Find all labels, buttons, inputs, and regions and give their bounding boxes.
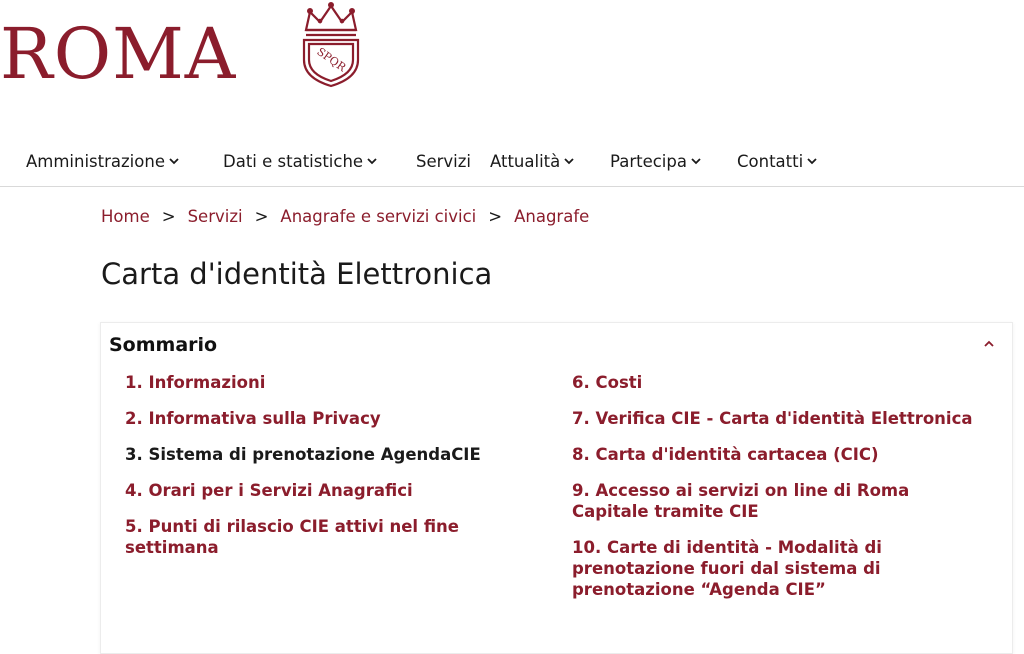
- spqr-crest-icon[interactable]: [298, 2, 364, 88]
- toc-item-costi[interactable]: 6. Costi: [572, 373, 643, 392]
- nav-item-label: Amministrazione: [26, 152, 165, 171]
- roma-logo[interactable]: ROMA: [0, 13, 237, 95]
- breadcrumb-home[interactable]: Home: [101, 207, 150, 226]
- breadcrumb-anagrafe-servizi-civici[interactable]: Anagrafe e servizi civici: [280, 207, 477, 226]
- chevron-down-icon: [806, 157, 818, 165]
- nav-item-dati-e-statistiche[interactable]: [223, 140, 378, 184]
- breadcrumb-separator: >: [254, 207, 269, 226]
- chevron-down-icon: [563, 157, 575, 165]
- breadcrumb-servizi[interactable]: Servizi: [187, 207, 243, 226]
- nav-item-label: Servizi: [416, 152, 472, 171]
- page-title: Carta d'identità Elettronica: [101, 257, 493, 291]
- nav-item-label: Dati e statistiche: [223, 152, 364, 171]
- chevron-down-icon: [168, 157, 180, 165]
- toc-item-punti-rilascio[interactable]: 5. Punti di rilascio CIE attivi nel fine settimana: [125, 517, 459, 557]
- crest-text: SPQR: [314, 45, 349, 75]
- breadcrumb-anagrafe[interactable]: Anagrafe: [514, 207, 590, 226]
- nav-item-label: Attualità: [490, 152, 561, 171]
- breadcrumb-separator: >: [488, 207, 503, 226]
- nav-item-label: Contatti: [737, 152, 804, 171]
- toc-item-informazioni[interactable]: 1. Informazioni: [125, 373, 266, 392]
- nav-item-amministrazione[interactable]: [26, 140, 180, 184]
- toc-item-carta-cartacea[interactable]: 8. Carta d'identità cartacea (CIC): [572, 445, 879, 464]
- summary-panel: [100, 322, 1013, 654]
- toc-item-modalita-prenotazione[interactable]: 10. Carte di identità - Modalità di prenotazione fuori dal sistema di prenotazione “Agenda CIE”: [572, 538, 882, 599]
- summary-title: Sommario: [109, 334, 218, 356]
- toc-item-accesso-servizi[interactable]: 9. Accesso ai servizi on line di Roma Capitale tramite CIE: [572, 481, 910, 521]
- nav-item-attualita[interactable]: [490, 140, 575, 184]
- main-nav: [0, 140, 1024, 187]
- nav-item-servizi[interactable]: [416, 140, 471, 184]
- breadcrumb: [101, 205, 589, 229]
- chevron-down-icon: [366, 157, 378, 165]
- chevron-down-icon: [690, 157, 702, 165]
- breadcrumb-separator: >: [161, 207, 176, 226]
- nav-item-partecipa[interactable]: [610, 140, 702, 184]
- nav-item-label: Partecipa: [610, 152, 687, 171]
- chevron-up-icon[interactable]: [982, 337, 996, 351]
- toc-item-privacy[interactable]: 2. Informativa sulla Privacy: [125, 409, 381, 428]
- toc-item-verifica-cie[interactable]: 7. Verifica CIE - Carta d'identità Elettronica: [572, 409, 973, 428]
- site-header: [0, 0, 1024, 140]
- nav-item-contatti[interactable]: [737, 140, 818, 184]
- toc-item-orari[interactable]: 4. Orari per i Servizi Anagrafici: [125, 481, 413, 500]
- toc-item-agendacie[interactable]: 3. Sistema di prenotazione AgendaCIE: [125, 445, 481, 464]
